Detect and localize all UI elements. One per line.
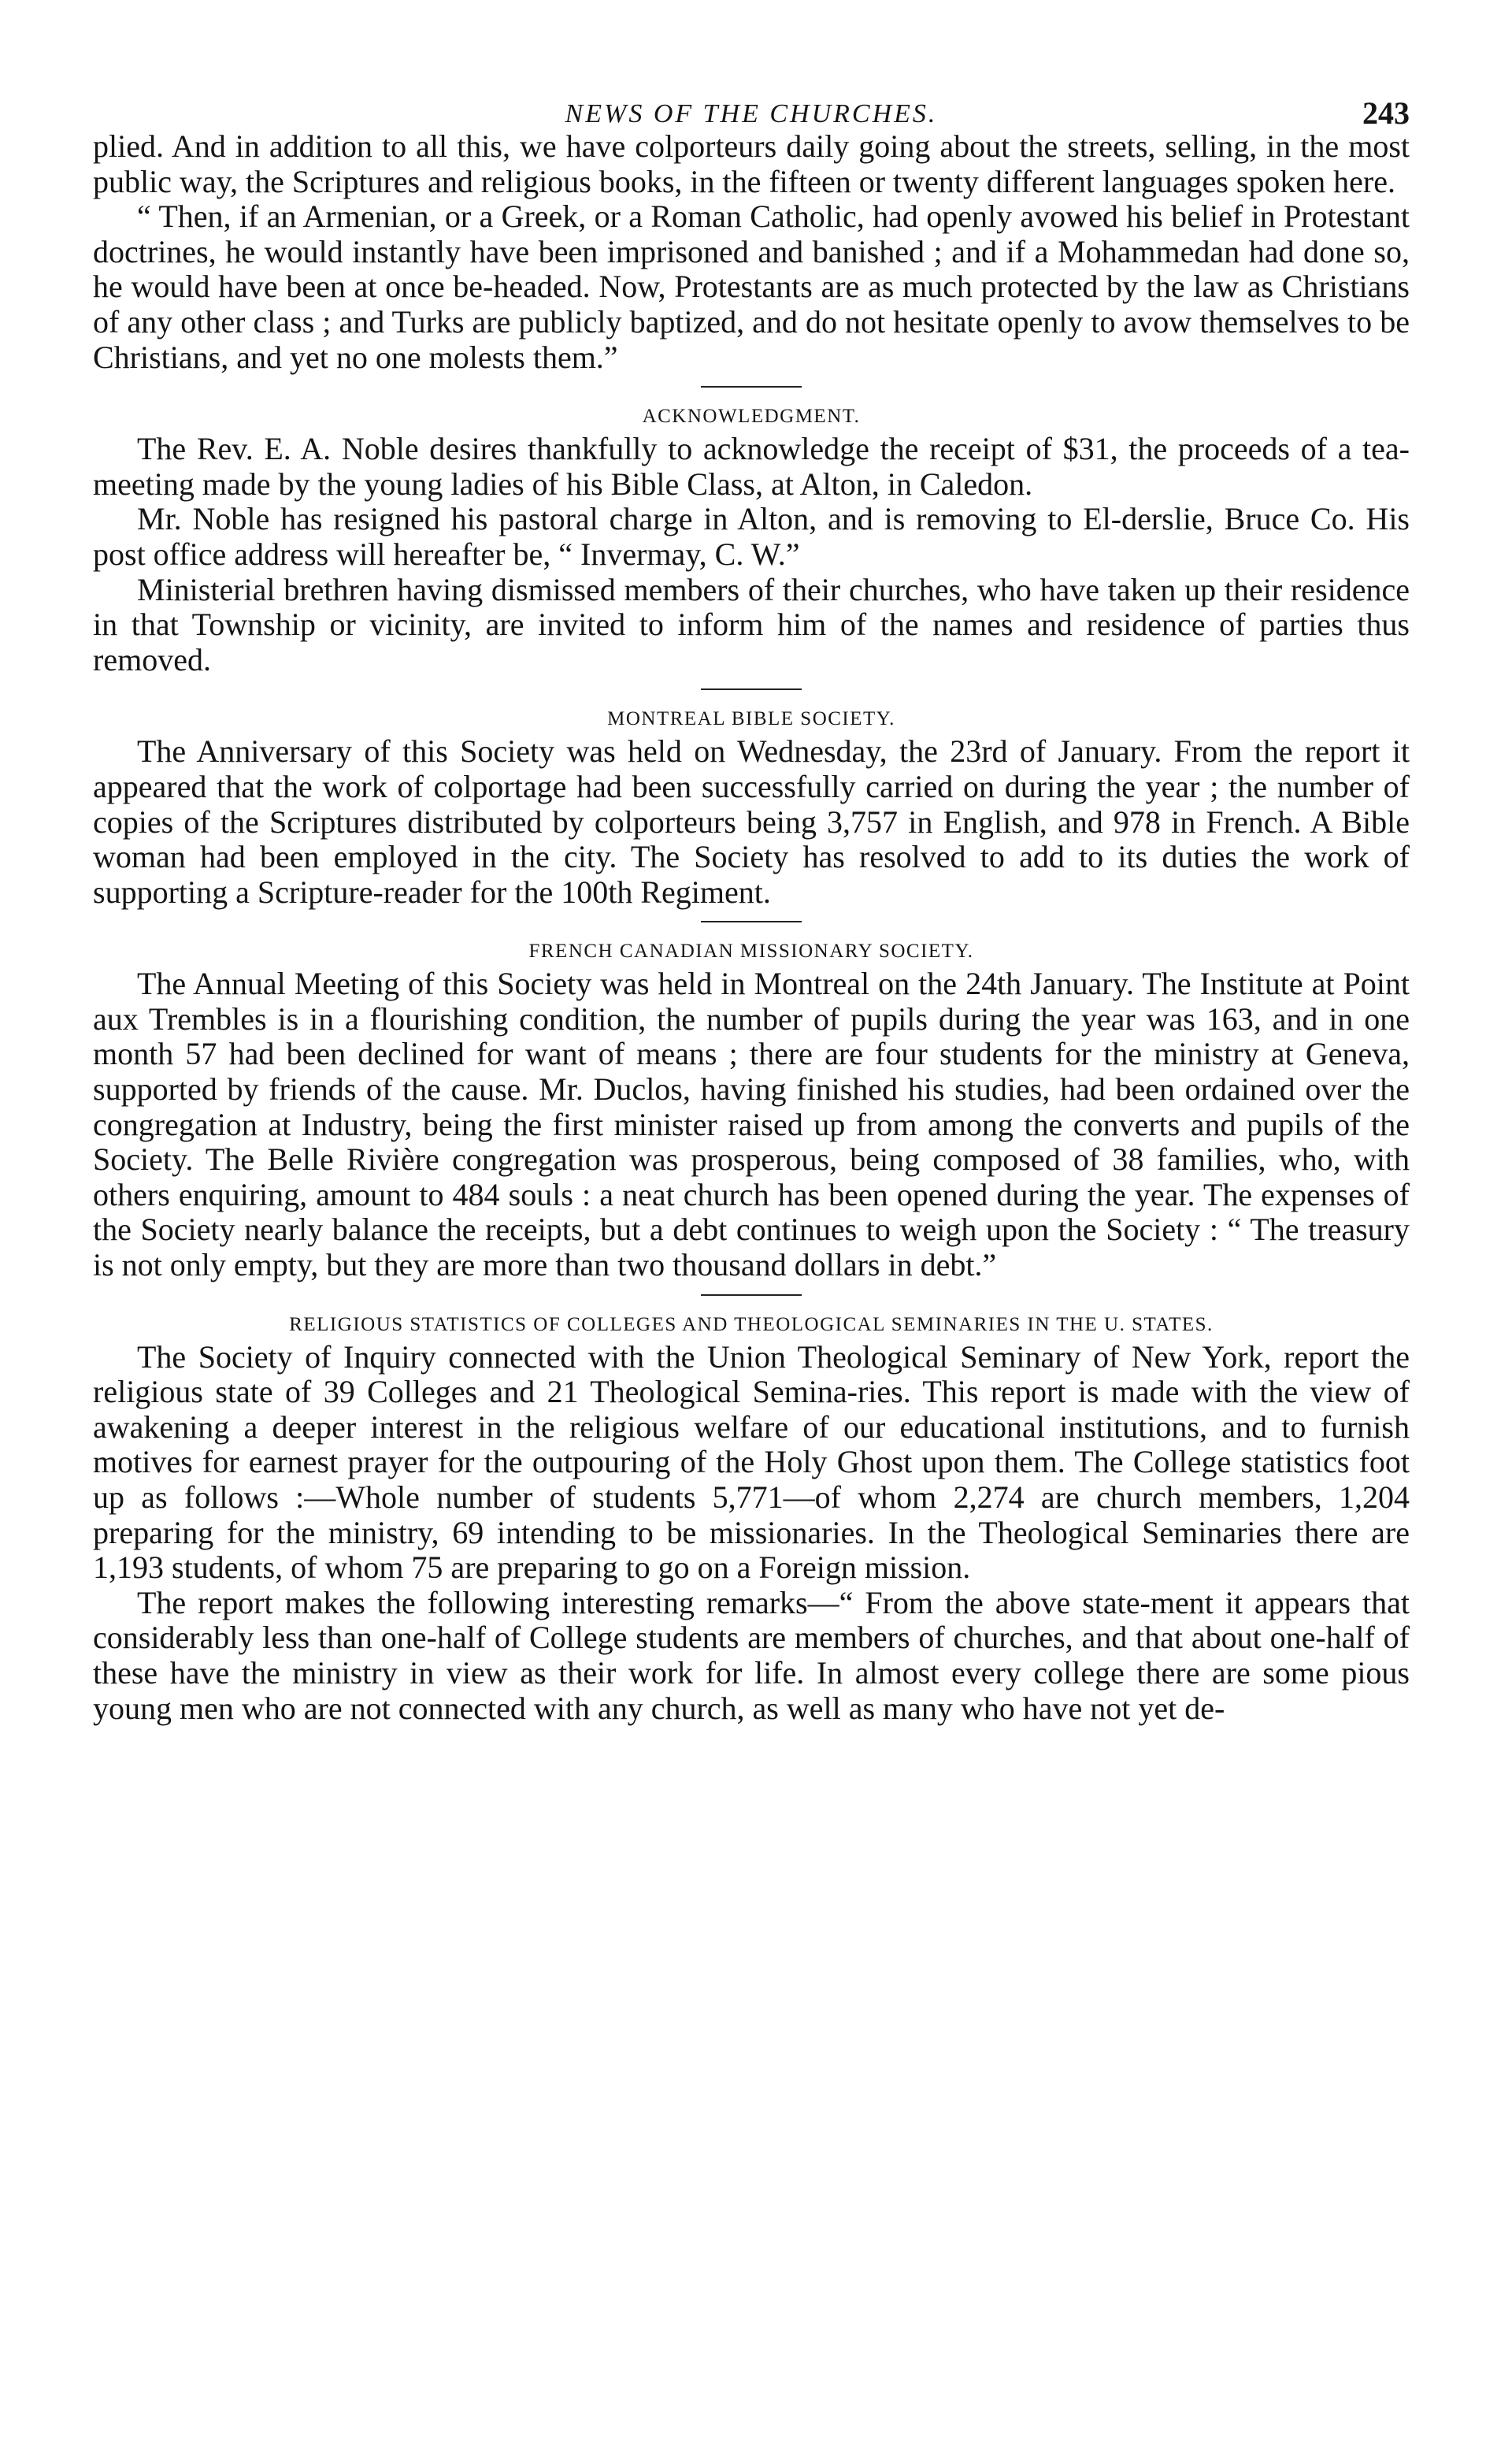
paragraph: The report makes the following interesting remarks—“ From the above state-ment it appears that considerably less than one-half of College students are members of churches, and that about one-half of these have the ministry in view as their work for life. In almost every college there are some pious young men who are not connected with any church, as well as many who have not yet de- bbox=[93, 1584, 1410, 1726]
section-divider bbox=[701, 921, 802, 922]
continued-article bbox=[93, 129, 1410, 375]
paragraph: The Anniversary of this Society was held on Wednesday, the 23rd of January. From the report it appeared that the work of colportage had been successfully carried on during the year ; the number of copies of the Scriptures distributed by colporteurs being 3,757 in English, and 978 in French. A Bible woman had been employed in the city. The Society has resolved to add to its duties the work of supporting a Scripture-reader for the 100th Regiment. bbox=[93, 733, 1410, 910]
section-divider bbox=[701, 1294, 802, 1296]
page-number: 243 bbox=[1362, 95, 1410, 131]
section-heading-acknowledgment: ACKNOWLEDGMENT. bbox=[642, 406, 861, 428]
paragraph: “ Then, if an Armenian, or a Greek, or a Roman Catholic, had openly avowed his belief in Protestant doctrines, he would instantly have been imprisoned and banished ; and if a Mohammedan had done so, he would have been at once be-headed. Now, Protestants are as much protected by the law as Christians of any other class ; and Turks are publicly baptized, and do not hesitate openly to avow themselves to be Christians, and yet no one molests them.” bbox=[93, 199, 1410, 375]
running-header bbox=[93, 79, 1410, 129]
montreal-bible-society-section bbox=[93, 734, 1410, 910]
paragraph: Mr. Noble has resigned his pastoral charge in Alton, and is removing to El-derslie, Bruce Co. His post office address will hereafter be, “ Invermay, C. W.” bbox=[93, 501, 1410, 572]
acknowledgment-section bbox=[93, 432, 1410, 677]
section-heading-religious-statistics: RELIGIOUS STATISTICS OF COLLEGES AND THEOLOGICAL SEMINARIES IN THE U. STATES. bbox=[289, 1313, 1214, 1335]
document-page bbox=[93, 79, 1410, 1726]
section-heading-french-canadian-missionary-society: FRENCH CANADIAN MISSIONARY SOCIETY. bbox=[528, 941, 974, 963]
paragraph: plied. And in addition to all this, we have colporteurs daily going about the streets, selling, in the most public way, the Scriptures and religious books, in the fifteen or twenty different languages spoken here. bbox=[93, 128, 1410, 199]
paragraph: The Annual Meeting of this Society was held in Montreal on the 24th January. The Institute at Point aux Trembles is in a flourishing condition, the number of pupils during the year was 163, and in one month 57 had been declined for want of means ; there are four students for the ministry at Geneva, supported by friends of the cause. Mr. Duclos, having finished his studies, had been ordained over the congregation at Industry, being the first minister raised up from among the converts and pupils of the Society. The Belle Rivière congregation was prosperous, being composed of 38 families, who, with others enquiring, amount to 484 souls : a neat church has been opened during the year. The expenses of the Society nearly balance the receipts, but a debt continues to weigh upon the Society : “ The treasury is not only empty, but they are more than two thousand dollars in debt.” bbox=[93, 966, 1410, 1283]
paragraph: Ministerial brethren having dismissed members of their churches, who have taken up their residence in that Township or vicinity, are invited to inform him of the names and residence of parties thus removed. bbox=[93, 571, 1410, 677]
section-heading-montreal-bible-society: MONTREAL BIBLE SOCIETY. bbox=[607, 708, 895, 730]
paragraph: The Rev. E. A. Noble desires thankfully to acknowledge the receipt of $31, the proceeds of a tea-meeting made by the young ladies of his Bible Class, at Alton, in Caledon. bbox=[93, 431, 1410, 502]
paragraph: The Society of Inquiry connected with the Union Theological Seminary of New York, report the religious state of 39 Colleges and 21 Theological Semina-ries. This report is made with the view of awakening a deeper interest in the religious welfare of our educational institutions, and to furnish motives for earnest prayer for the outpouring of the Holy Ghost upon them. The College statistics foot up as follows :—Whole number of students 5,771—of whom 2,274 are church members, 1,204 preparing for the ministry, 69 intending to be missionaries. In the Theological Seminaries there are 1,193 students, of whom 75 are preparing to go on a Foreign mission. bbox=[93, 1338, 1410, 1586]
religious-statistics-section bbox=[93, 1340, 1410, 1727]
french-canadian-missionary-society-section bbox=[93, 967, 1410, 1282]
running-title: NEWS OF THE CHURCHES. bbox=[565, 99, 938, 128]
section-divider bbox=[701, 688, 802, 690]
section-divider bbox=[701, 386, 802, 388]
